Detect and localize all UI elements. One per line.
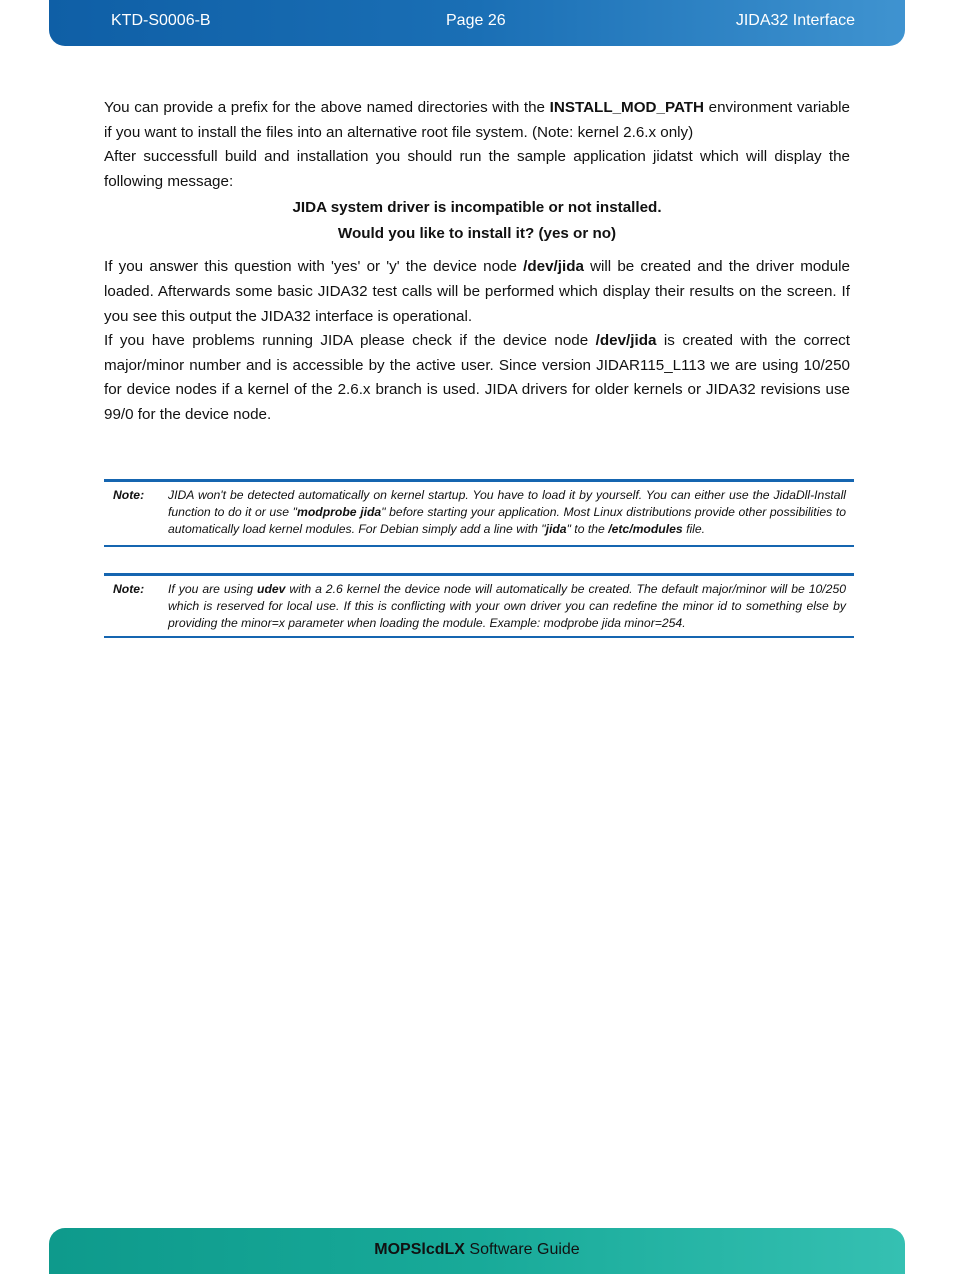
device-node: /dev/jida [595,332,657,350]
note-label: Note: [113,488,145,502]
command: modprobe jida [297,505,382,519]
paragraph-troubleshoot [104,329,850,427]
text-run: If you have problems running JIDA please check if the device node [104,332,596,350]
doc-id: KTD-S0006-B [111,12,211,29]
text-run: " before starting your application. Most Linux distributions provide other possibilities to automatically load kernel modules. For Debian simply add a line with " [168,505,846,536]
main-content [104,96,850,428]
section-title: JIDA32 Interface [735,12,855,29]
device-node: /dev/jida [523,258,584,276]
text-run: If you answer this question with 'yes' or 'y' the device node [104,258,524,276]
text-run: You can provide a prefix for the above named directories with the [104,99,550,116]
page-footer [49,1228,905,1274]
text-run: will be created and the driver module loaded. Afterwards some basic JIDA32 test calls will be performed which display their results on the screen. If you see this output the JIDA32 interface is operational. [104,258,851,325]
text-run: with a 2.6 kernel the device node will automatically be created. The default major/minor will be 10/250 which is reserved for local use. If this is conflicting with your own driver you can redefine the minor id to something else by providing the minor=x parameter when loading the module. Example: modprobe jida minor=254. [168,582,846,630]
message-line-2: Would you like to install it? (yes or no) [337,225,617,243]
file-path: /etc/modules [608,522,683,536]
note-box-udev [104,573,854,638]
note-box-autoload [104,479,854,547]
note-label: Note: [113,582,145,596]
note-text [168,487,846,538]
env-var-name: INSTALL_MOD_PATH [549,99,705,116]
text-run: JIDA won't be detected automatically on kernel startup. You have to load it by yourself. You can either use the JidaDll-Install function to do it or use " [168,488,846,519]
text-run: If you are using [168,582,258,596]
paragraph-answer [104,255,850,329]
footer-title [49,1241,905,1259]
guide-title: Software Guide [464,1241,580,1258]
product-name: MOPSlcdLX [374,1241,465,1258]
text-run: environment variable if you want to install the files into an alternative root file system. (Note: kernel 2.6.x only) [104,99,851,141]
page-header [49,0,905,46]
udev-term: udev [257,582,286,596]
page-number: Page 26 [446,12,506,29]
text-run: file. [682,522,706,536]
message-line-1: JIDA system driver is incompatible or not installed. [292,199,662,217]
text-run: is created with the correct major/minor number and is accessible by the active user. Since version JIDAR115_L113 we are using 10/250 for device nodes if a kernel of the 2.6.x branch is used. JIDA drivers for older kernels or JIDA32 revisions use 99/0 for the device node. [104,332,850,423]
note-text [168,581,846,632]
text-run: " to the [566,522,609,536]
paragraph-run-sample: After successfull build and installation you should run the sample application jidatst which will display the following message: [104,148,850,190]
paragraph-install-prefix [104,96,850,145]
module-name: jida [545,522,567,536]
